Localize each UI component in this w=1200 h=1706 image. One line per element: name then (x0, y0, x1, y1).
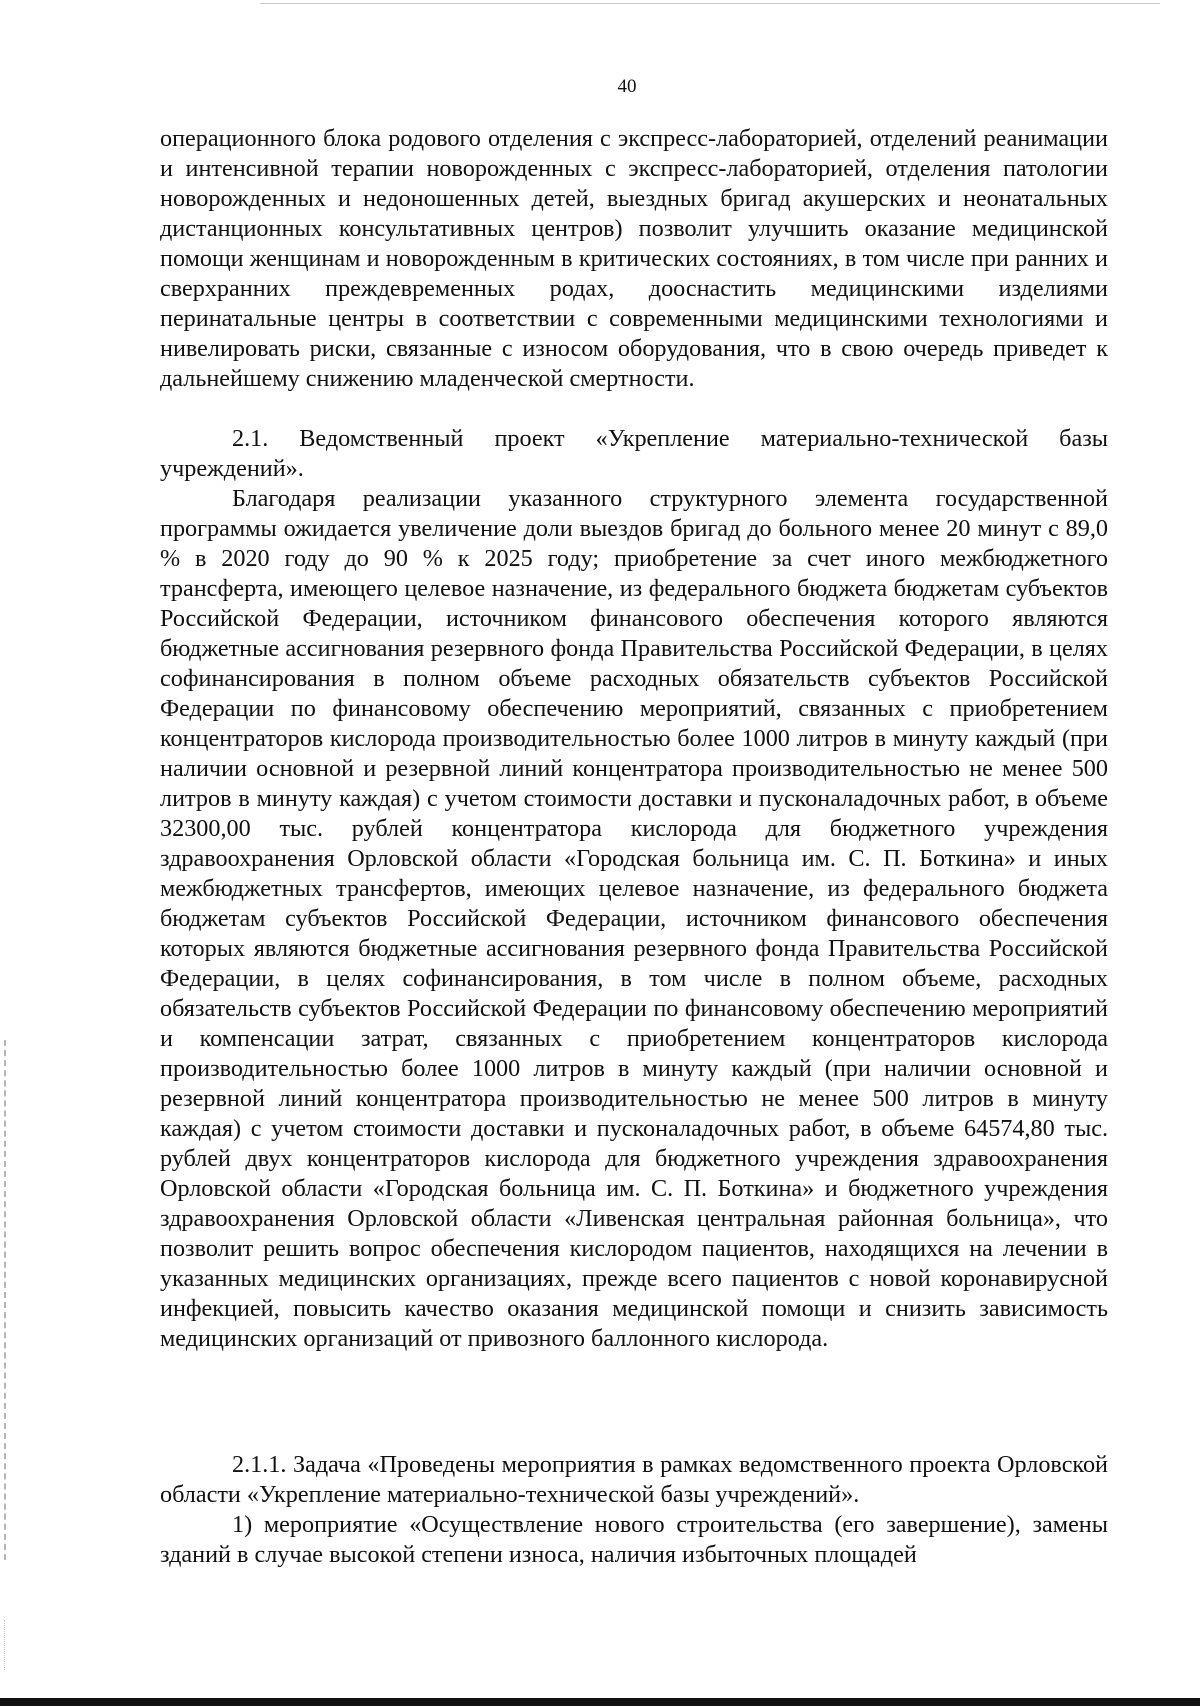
page-number: 40 (617, 76, 637, 97)
scan-bottom-edge (0, 1698, 1200, 1706)
section-heading-2-1: 2.1. Ведомственный проект «Укрепление материально-технической базы учреждений». (160, 425, 1108, 482)
section-heading-2-1-1: 2.1.1. Задача «Проведены мероприятия в рамках ведомственного проекта Орловской области «Укрепление материально-технической базы учреждений». (160, 1451, 1108, 1508)
paragraph-continuation: операционного блока родового отделения с экспресс-лабораторией, отделений реанимации и интенсивной терапии новорожденных с экспресс-лабораторией, отделения патологии новорожденных и недоношенных детей, выездных бригад акушерских и неонатальных дистанционных консультативных центров) позволит улучшить оказание медицинской помощи женщинам и новорожденным в критических состояниях, в том числе при ранних и сверхранних преждевременных родах, дооснастить медицинскими изделиями перинатальные центры в соответствии с современными медицинскими технологиями и нивелировать риски, связанные с износом оборудования, что в свою очередь приведет к дальнейшему снижению младенческой смертности. (160, 125, 1108, 392)
scan-edge-artifact (4, 1040, 6, 1560)
list-item-1: 1) мероприятие «Осуществление нового строительства (его завершение), замены зданий в случае высокой степени износа, наличия избыточных площадей (160, 1511, 1108, 1568)
scan-top-rule (260, 3, 1160, 4)
paragraph-body: Благодаря реализации указанного структурного элемента государственной программы ожидается увеличение доли выездов бригад до больного менее 20 минут с 89,0 % в 2020 году до 90 % к 2025 году; приобретение за счет иного межбюджетного трансферта, имеющего целевое назначение, из федерального бюджета бюджетам субъектов Российской Федерации, источником финансового обеспечения которого являются бюджетные ассигнования резервного фонда Правительства Российской Федерации, в целях софинансирования в полном объеме расходных обязательств субъектов Российской Федерации по финансовому обеспечению мероприятий, связанных с приобретением концентраторов кислорода производительностью более 1000 литров в минуту каждый (при наличии основной и резервной линий концентратора производительностью не менее 500 литров в минуту каждая) с учетом стоимости доставки и пусконаладочных работ, в объеме 32300,00 тыс. рублей концентратора кислорода для бюджетного учреждения здравоохранения Орловской области «Городская больница им. С. П. Боткина» и иных межбюджетных трансфертов, имеющих целевое назначение, из федерального бюджета бюджетам субъектов Российской Федерации, источником финансового обеспечения которых являются бюджетные ассигнования резервного фонда Правительства Российской Федерации, в целях софинансирования, в том числе в полном объеме, расходных обязательств субъектов Российской Федерации по финансовому обеспечению мероприятий и компенсации затрат, связанных с приобретением концентраторов кислорода производительностью более 1000 литров в минуту каждый (при наличии основной и резервной линий концентратора производительностью не менее 500 литров в минуту каждая) с учетом стоимости доставки и пусконаладочных работ, в объеме 64574,80 тыс. рублей двух концентраторов кислорода для бюджетного учреждения здравоохранения Орловской области «Городская больница им. С. П. Боткина» и бюджетного учреждения здравоохранения Орловской области «Ливенская центральная районная больница», что позволит решить вопрос обеспечения кислородом пациентов, находящихся на лечении в указанных медицинских организациях, прежде всего пациентов с новой коронавирусной инфекцией, повысить качество оказания медицинской помощи и снизить зависимость медицинских организаций от привозного баллонного кислорода. (160, 485, 1108, 1352)
scan-edge-artifact (4, 1620, 5, 1670)
